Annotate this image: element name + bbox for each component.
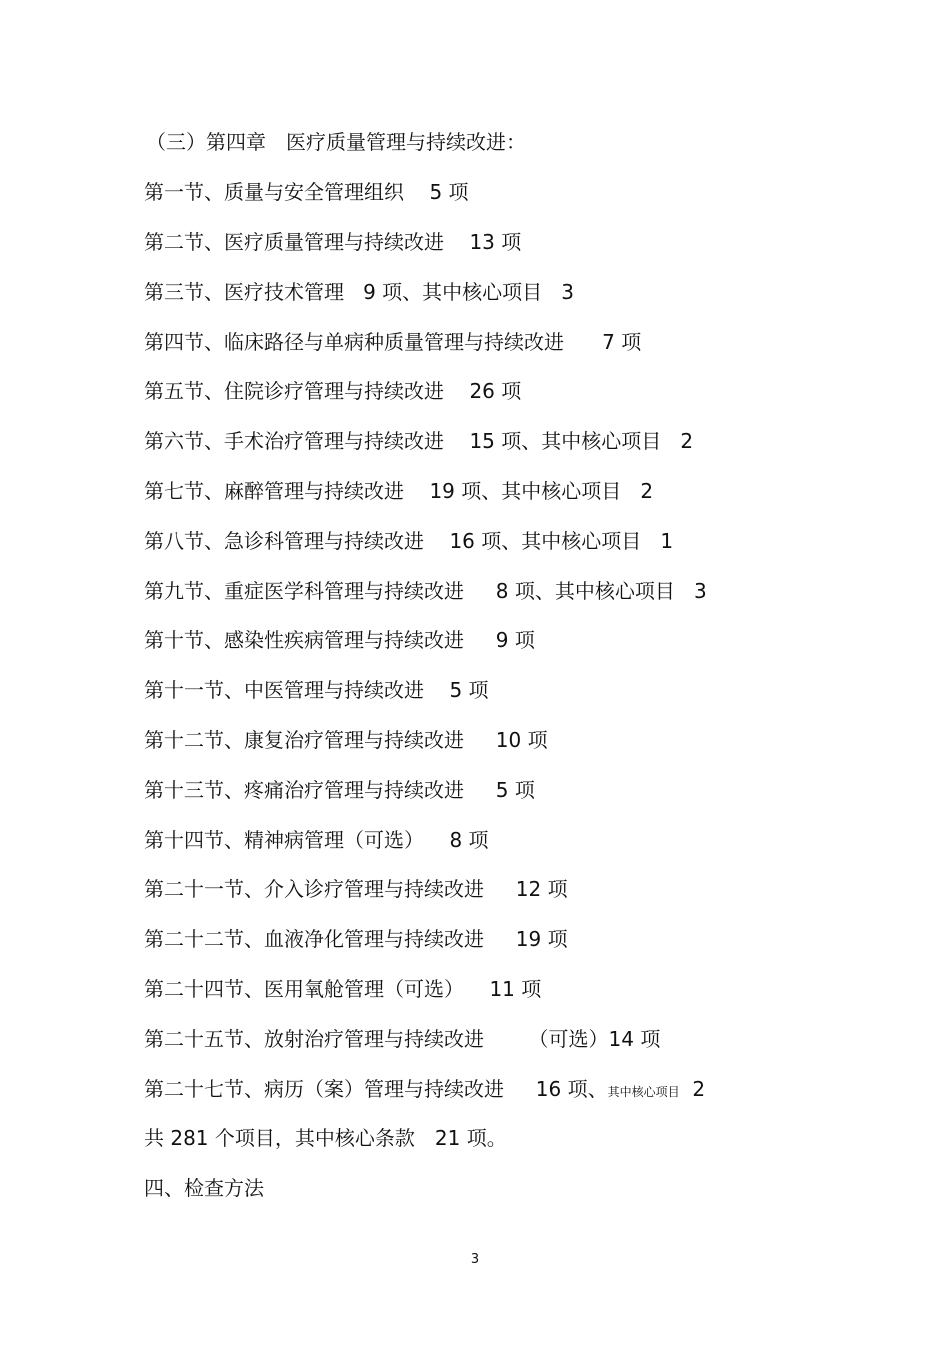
section-title: 第二十五节、放射治疗管理与持续改进	[144, 1027, 484, 1051]
section-core-label-small: 其中核心项目	[607, 1085, 680, 1099]
next-section-heading: 四、检查方法	[144, 1176, 264, 1200]
section-title: 第二十二节、血液净化管理与持续改进	[144, 927, 484, 951]
section-line	[144, 778, 535, 802]
section-core-count: 1	[660, 529, 674, 553]
section-count: 9 项、其中核心项目	[363, 280, 543, 304]
section-count: 5 项	[449, 678, 489, 702]
section-line	[144, 529, 673, 553]
section-core-count: 2	[640, 479, 654, 503]
section-line	[144, 479, 653, 503]
section-title: 第五节、住院诊疗管理与持续改进	[144, 379, 444, 403]
section-count: 16 项、	[535, 1077, 608, 1101]
section-line	[144, 230, 521, 254]
section-core-count: 3	[693, 579, 707, 603]
section-title: 第九节、重症医学科管理与持续改进	[144, 579, 464, 603]
section-title: 第十一节、中医管理与持续改进	[144, 678, 424, 702]
section-line	[144, 280, 574, 304]
section-line	[144, 379, 521, 403]
section-line	[144, 728, 548, 752]
section-line	[144, 1077, 705, 1104]
section-title: 第一节、质量与安全管理组织	[144, 180, 404, 204]
section-count: 10 项	[495, 728, 548, 752]
section-core-count: 2	[692, 1077, 706, 1101]
section-count: 16 项、其中核心项目	[449, 529, 642, 553]
section-title: 第二十四节、医用氧舱管理（可选）	[144, 977, 464, 1001]
section-title: 第八节、急诊科管理与持续改进	[144, 529, 424, 553]
section-title: 第十三节、疼痛治疗管理与持续改进	[144, 778, 464, 802]
section-line	[144, 429, 693, 453]
section-line	[144, 579, 707, 603]
section-optional-note: （可选）	[528, 1027, 609, 1051]
section-count: 8 项、其中核心项目	[495, 579, 675, 603]
summary-line: 共 281 个项目，其中核心条款 21 项。	[144, 1126, 507, 1150]
section-count: 5 项	[429, 180, 469, 204]
section-title: 第十四节、精神病管理（可选）	[144, 828, 424, 852]
section-core-count: 3	[561, 280, 574, 304]
section-title: 第十二节、康复治疗管理与持续改进	[144, 728, 464, 752]
section-count: 5 项	[495, 778, 535, 802]
section-title: 第二十一节、介入诊疗管理与持续改进	[144, 877, 484, 901]
section-line	[144, 180, 469, 204]
section-core-count: 2	[680, 429, 694, 453]
section-count: 9 项	[495, 628, 535, 652]
section-line	[144, 977, 541, 1001]
section-count: 13 项	[469, 230, 522, 254]
section-count: 8 项	[449, 828, 489, 852]
page-number: 3	[470, 1252, 480, 1267]
section-line	[144, 330, 641, 354]
section-title: 第三节、医疗技术管理	[144, 280, 344, 304]
section-title: 第二十七节、病历（案）管理与持续改进	[144, 1077, 504, 1101]
section-count: 15 项、其中核心项目	[469, 429, 662, 453]
section-line	[144, 877, 568, 901]
section-count: 19 项、其中核心项目	[429, 479, 622, 503]
section-line	[144, 1027, 660, 1051]
section-count: 19 项	[515, 927, 568, 951]
chapter-heading: （三）第四章 医疗质量管理与持续改进：	[146, 130, 526, 154]
section-title: 第二节、医疗质量管理与持续改进	[144, 230, 444, 254]
section-line	[144, 628, 535, 652]
section-line	[144, 828, 489, 852]
section-count: 26 项	[469, 379, 522, 403]
section-count: 7 项	[602, 330, 642, 354]
section-count: 11 项	[489, 977, 542, 1001]
section-title: 第七节、麻醉管理与持续改进	[144, 479, 404, 503]
section-line	[144, 927, 568, 951]
section-count: 14 项	[608, 1027, 661, 1051]
section-title: 第四节、临床路径与单病种质量管理与持续改进	[144, 330, 564, 354]
section-line	[144, 678, 489, 702]
section-title: 第六节、手术治疗管理与持续改进	[144, 429, 444, 453]
section-title: 第十节、感染性疾病管理与持续改进	[144, 628, 464, 652]
section-count: 12 项	[515, 877, 568, 901]
